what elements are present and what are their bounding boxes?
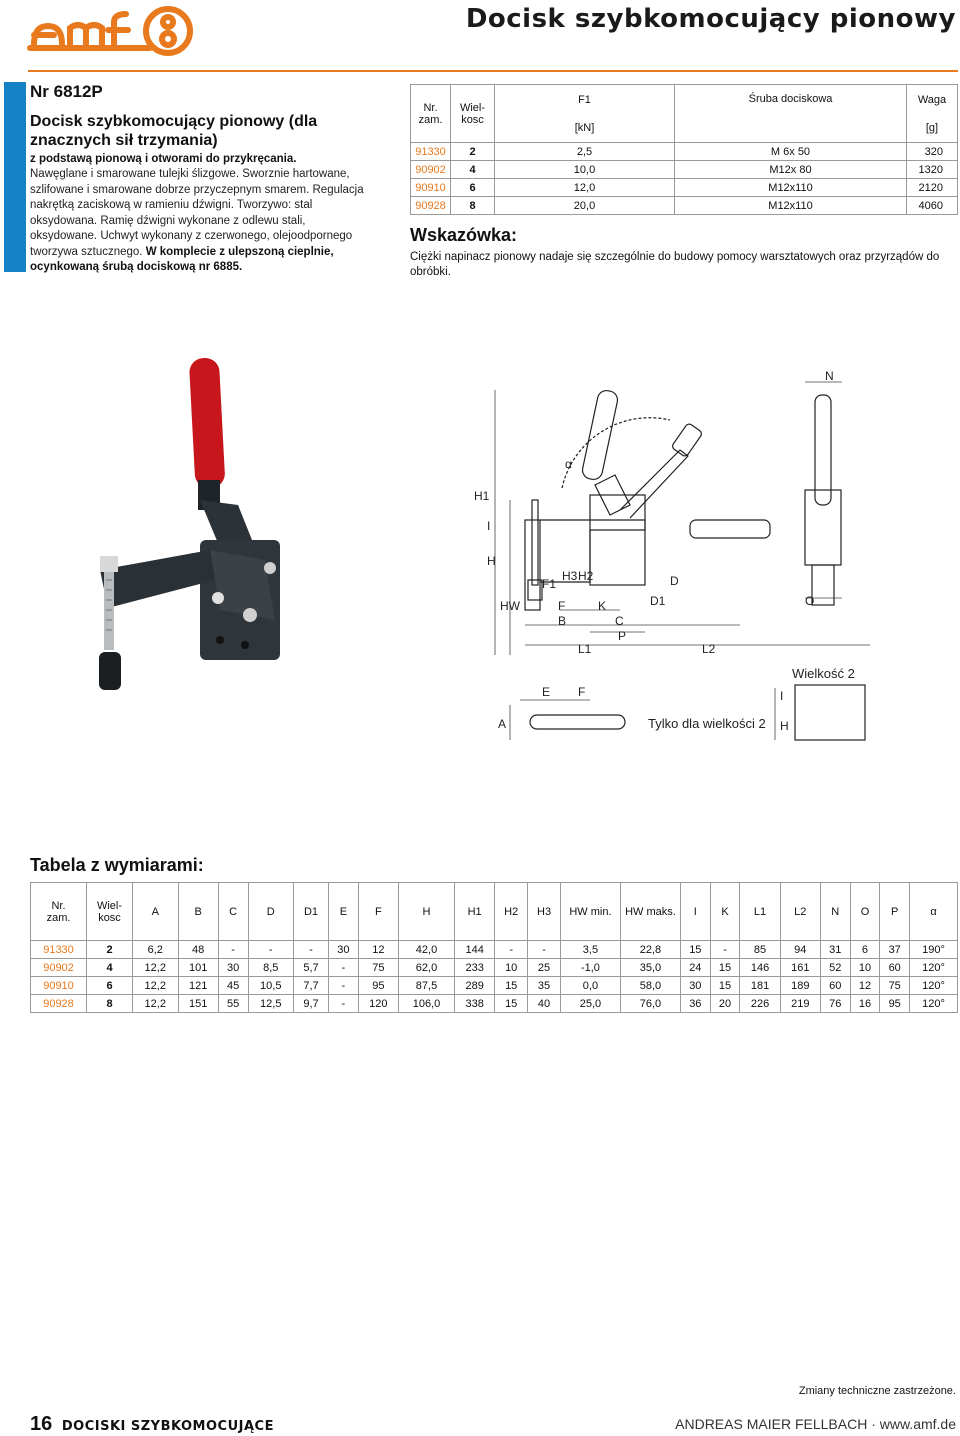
cell-dim: 15 <box>710 959 740 977</box>
col-dim: H <box>398 883 454 941</box>
footer-note: Zmiany techniczne zastrzeżone. <box>798 1385 956 1397</box>
table-row <box>31 995 958 1013</box>
cell-dim: 62,0 <box>398 959 454 977</box>
cell-f1: 20,0 <box>495 197 675 215</box>
cell-dim: 35,0 <box>620 959 680 977</box>
cell-dim: 40 <box>528 995 561 1013</box>
cell-weight: 2120 <box>907 179 958 197</box>
dim-label-I: I <box>487 519 491 533</box>
col-dim: D1 <box>294 883 329 941</box>
cell-weight: 1320 <box>907 161 958 179</box>
cell-dim: 8,5 <box>248 959 294 977</box>
cell-dim: 87,5 <box>398 977 454 995</box>
col-weight <box>907 85 958 143</box>
cell-dim: 37 <box>880 941 910 959</box>
cell-dim: 161 <box>780 959 820 977</box>
cell-dim: 6 <box>850 941 880 959</box>
cell-dim: 9,7 <box>294 995 329 1013</box>
cell-nr: 91330 <box>31 941 87 959</box>
footer-left <box>30 1413 274 1436</box>
small-label-E: E <box>542 685 551 699</box>
size2-detail-drawing <box>490 666 880 750</box>
dim-label-P: P <box>618 629 627 643</box>
col-dim: α <box>910 883 958 941</box>
cell-dim: 75 <box>880 977 910 995</box>
cell-dim: 15 <box>680 941 710 959</box>
hint-title: Wskazówka: <box>410 225 518 245</box>
product-details <box>30 167 375 276</box>
cell-dim: - <box>710 941 740 959</box>
col-dim: O <box>850 883 880 941</box>
cell-dim: 76,0 <box>620 995 680 1013</box>
technical-drawing <box>470 370 910 670</box>
cell-size: 6 <box>451 179 495 197</box>
cell-size: 2 <box>87 941 133 959</box>
cell-dim: - <box>329 995 359 1013</box>
col-dim: D <box>248 883 294 941</box>
cell-size: 8 <box>451 197 495 215</box>
col-dim: F <box>358 883 398 941</box>
dim-label-H: H <box>487 554 496 568</box>
small-label-F: F <box>578 685 586 699</box>
only-size2-label: Tylko dla wielkości 2 <box>648 716 766 731</box>
cell-dim: 120 <box>358 995 398 1013</box>
cell-screw: M 6x 50 <box>675 143 907 161</box>
dimension-table <box>30 882 958 1013</box>
table-row <box>411 161 958 179</box>
dim-label-O: O <box>805 594 815 608</box>
cell-size: 2 <box>451 143 495 161</box>
cell-dim: 42,0 <box>398 941 454 959</box>
col-dim: L2 <box>780 883 820 941</box>
cell-dim: 16 <box>850 995 880 1013</box>
col-f1-unit: [kN] <box>574 121 595 134</box>
cell-dim: 226 <box>740 995 780 1013</box>
cell-dim: 10 <box>850 959 880 977</box>
cell-dim: 144 <box>455 941 495 959</box>
cell-nr: 90928 <box>411 197 451 215</box>
cell-dim: 181 <box>740 977 780 995</box>
cell-nr: 90910 <box>31 977 87 995</box>
small-label-I: I <box>780 689 784 703</box>
amf-logo <box>28 4 193 56</box>
cell-dim: 146 <box>740 959 780 977</box>
product-photo <box>60 340 300 700</box>
col-dim: A <box>133 883 179 941</box>
table-row <box>411 179 958 197</box>
cell-dim: 12,2 <box>133 977 179 995</box>
cell-dim: 106,0 <box>398 995 454 1013</box>
page-header <box>0 0 960 72</box>
cell-dim: 120° <box>910 995 958 1013</box>
product-name: Docisk szybkomocujący pionowy (dla znacznych sił trzymania) <box>30 113 318 149</box>
force-table-header <box>411 85 958 143</box>
col-dim: H2 <box>495 883 528 941</box>
cell-nr: 90928 <box>31 995 87 1013</box>
cell-dim: 24 <box>680 959 710 977</box>
cell-nr: 90902 <box>411 161 451 179</box>
col-f1 <box>495 85 675 143</box>
cell-dim: 12 <box>358 941 398 959</box>
page-title: Docisk szybkomocujący pionowy <box>465 4 956 34</box>
cell-dim: 121 <box>178 977 218 995</box>
cell-dim: 55 <box>218 995 248 1013</box>
cell-dim: 233 <box>455 959 495 977</box>
hint-text: Ciężki napinacz pionowy nadaje się szczególnie do budowy pomocy warsztatowych oraz przyrządów do obróbki. <box>410 251 940 278</box>
cell-weight: 4060 <box>907 197 958 215</box>
cell-size: 4 <box>87 959 133 977</box>
cell-dim: 31 <box>820 941 850 959</box>
dim-label-F: F <box>558 599 566 613</box>
col-dim: HW maks. <box>620 883 680 941</box>
cell-dim: 338 <box>455 995 495 1013</box>
col-nr: Nr. zam. <box>411 85 451 143</box>
cell-dim: 76 <box>820 995 850 1013</box>
cell-nr: 90902 <box>31 959 87 977</box>
dim-label-B: B <box>558 614 567 628</box>
table-row <box>411 143 958 161</box>
cell-dim: 48 <box>178 941 218 959</box>
cell-dim: 10,5 <box>248 977 294 995</box>
dim-label-K: K <box>598 599 607 613</box>
cell-dim: 60 <box>820 977 850 995</box>
cell-dim: - <box>329 977 359 995</box>
cell-dim: 219 <box>780 995 820 1013</box>
size2-label: Wielkość 2 <box>792 666 855 681</box>
cell-dim: 12,2 <box>133 995 179 1013</box>
col-dim: I <box>680 883 710 941</box>
dimension-table-title: Tabela z wymiarami: <box>30 855 204 875</box>
cell-dim: - <box>218 941 248 959</box>
dim-label-alpha: α <box>565 457 572 471</box>
header-rule <box>28 70 958 72</box>
drawing-labels <box>474 369 834 656</box>
cell-nr: 90910 <box>411 179 451 197</box>
cell-dim: 25 <box>528 959 561 977</box>
footer-company: ANDREAS MAIER FELLBACH · www.amf.de <box>675 1416 956 1432</box>
table-row <box>411 197 958 215</box>
table-row <box>31 941 958 959</box>
cell-dim: 7,7 <box>294 977 329 995</box>
cell-dim: 6,2 <box>133 941 179 959</box>
cell-dim: 45 <box>218 977 248 995</box>
cell-nr: 91330 <box>411 143 451 161</box>
col-dim: B <box>178 883 218 941</box>
cell-dim: - <box>528 941 561 959</box>
cell-screw: M12x 80 <box>675 161 907 179</box>
cell-dim: 95 <box>358 977 398 995</box>
cell-size: 6 <box>87 977 133 995</box>
cell-dim: 35 <box>528 977 561 995</box>
cell-dim: - <box>329 959 359 977</box>
col-dim: H3 <box>528 883 561 941</box>
cell-dim: 52 <box>820 959 850 977</box>
cell-size: 4 <box>451 161 495 179</box>
product-details-text: Nawęglane i smarowane tulejki ślizgowe. Sworznie hartowane, szlifowane i smarowane dobrze przyczepnym smarem. Regulacja nakrętką zaciskową w ramieniu dźwigni. Tworzywo: stal oksydowana. Ramię dźwigni wykonane z odlewu stali, oksydowane. Uchwyt wykonany z czerwonego, olejoodpornego tworzywa sztucznego. <box>30 168 364 258</box>
cell-dim: 15 <box>495 995 528 1013</box>
cell-screw: M12x110 <box>675 197 907 215</box>
col-dim: H1 <box>455 883 495 941</box>
cell-dim: 15 <box>710 977 740 995</box>
col-size: Wiel- kosc <box>451 85 495 143</box>
cell-dim: 190° <box>910 941 958 959</box>
col-dim: N <box>820 883 850 941</box>
cell-dim: 94 <box>780 941 820 959</box>
dim-label-H2: H2 <box>578 569 594 583</box>
cell-dim: 289 <box>455 977 495 995</box>
cell-dim: 20 <box>710 995 740 1013</box>
col-weight-label: Waga <box>917 93 947 106</box>
cell-dim: 151 <box>178 995 218 1013</box>
cell-dim: 5,7 <box>294 959 329 977</box>
cell-dim: 30 <box>329 941 359 959</box>
dim-label-H3: H3 <box>562 569 578 583</box>
col-weight-unit: [g] <box>925 121 939 134</box>
dim-label-D: D <box>670 574 679 588</box>
table-row <box>31 959 958 977</box>
col-dim: E <box>329 883 359 941</box>
dimension-table-header <box>31 883 958 941</box>
col-dim: C <box>218 883 248 941</box>
dim-label-L1: L1 <box>578 642 592 656</box>
force-table <box>410 84 958 215</box>
cell-dim: 3,5 <box>560 941 620 959</box>
cell-dim: 12,5 <box>248 995 294 1013</box>
table-row <box>31 977 958 995</box>
cell-dim: 22,8 <box>620 941 680 959</box>
cell-dim: 101 <box>178 959 218 977</box>
cell-dim: 120° <box>910 977 958 995</box>
cell-dim: 12,2 <box>133 959 179 977</box>
cell-dim: - <box>495 941 528 959</box>
cell-dim: 189 <box>780 977 820 995</box>
cell-dim: 30 <box>680 977 710 995</box>
col-screw: Śruba dociskowa <box>675 85 907 143</box>
small-label-H: H <box>780 719 789 733</box>
page-number: 16 <box>30 1413 53 1435</box>
dim-label-F1: F1 <box>542 577 557 591</box>
cell-dim: 15 <box>495 977 528 995</box>
cell-f1: 2,5 <box>495 143 675 161</box>
section-name: DOCISKI SZYBKOMOCUJĄCE <box>61 1419 274 1434</box>
col-dim: L1 <box>740 883 780 941</box>
dim-label-D1: D1 <box>650 594 666 608</box>
product-subtitle: z podstawą pionową i otworami do przykręcania. <box>30 153 297 165</box>
col-f1-label: F1 <box>578 93 591 106</box>
product-description <box>30 82 375 276</box>
cell-dim: 10 <box>495 959 528 977</box>
col-dim: K <box>710 883 740 941</box>
dim-label-L2: L2 <box>702 642 716 656</box>
cell-dim: 75 <box>358 959 398 977</box>
cell-f1: 12,0 <box>495 179 675 197</box>
cell-dim: 30 <box>218 959 248 977</box>
col-dim: P <box>880 883 910 941</box>
cell-dim: 0,0 <box>560 977 620 995</box>
dim-label-C: C <box>615 614 624 628</box>
cell-dim: 60 <box>880 959 910 977</box>
cell-dim: 12 <box>850 977 880 995</box>
product-details-bold: W komplecie z ulepszoną cieplnie, ocynkowaną śrubą dociskową nr 6885. <box>30 245 334 273</box>
cell-f1: 10,0 <box>495 161 675 179</box>
cell-dim: 120° <box>910 959 958 977</box>
cell-dim: 36 <box>680 995 710 1013</box>
small-label-A: A <box>498 717 507 731</box>
cell-weight: 320 <box>907 143 958 161</box>
cell-size: 8 <box>87 995 133 1013</box>
dim-label-H1: H1 <box>474 489 490 503</box>
blue-marker-bar <box>4 82 26 272</box>
cell-dim: 58,0 <box>620 977 680 995</box>
cell-dim: - <box>248 941 294 959</box>
cell-dim: -1,0 <box>560 959 620 977</box>
product-number: Nr 6812P <box>30 82 103 101</box>
cell-screw: M12x110 <box>675 179 907 197</box>
col-size: Wiel- kosc <box>87 883 133 941</box>
cell-dim: 95 <box>880 995 910 1013</box>
cell-dim: 85 <box>740 941 780 959</box>
cell-dim: - <box>294 941 329 959</box>
col-nr: Nr. zam. <box>31 883 87 941</box>
dim-label-N: N <box>825 369 834 383</box>
cell-dim: 25,0 <box>560 995 620 1013</box>
dim-label-HW: HW <box>500 599 520 613</box>
col-dim: HW min. <box>560 883 620 941</box>
